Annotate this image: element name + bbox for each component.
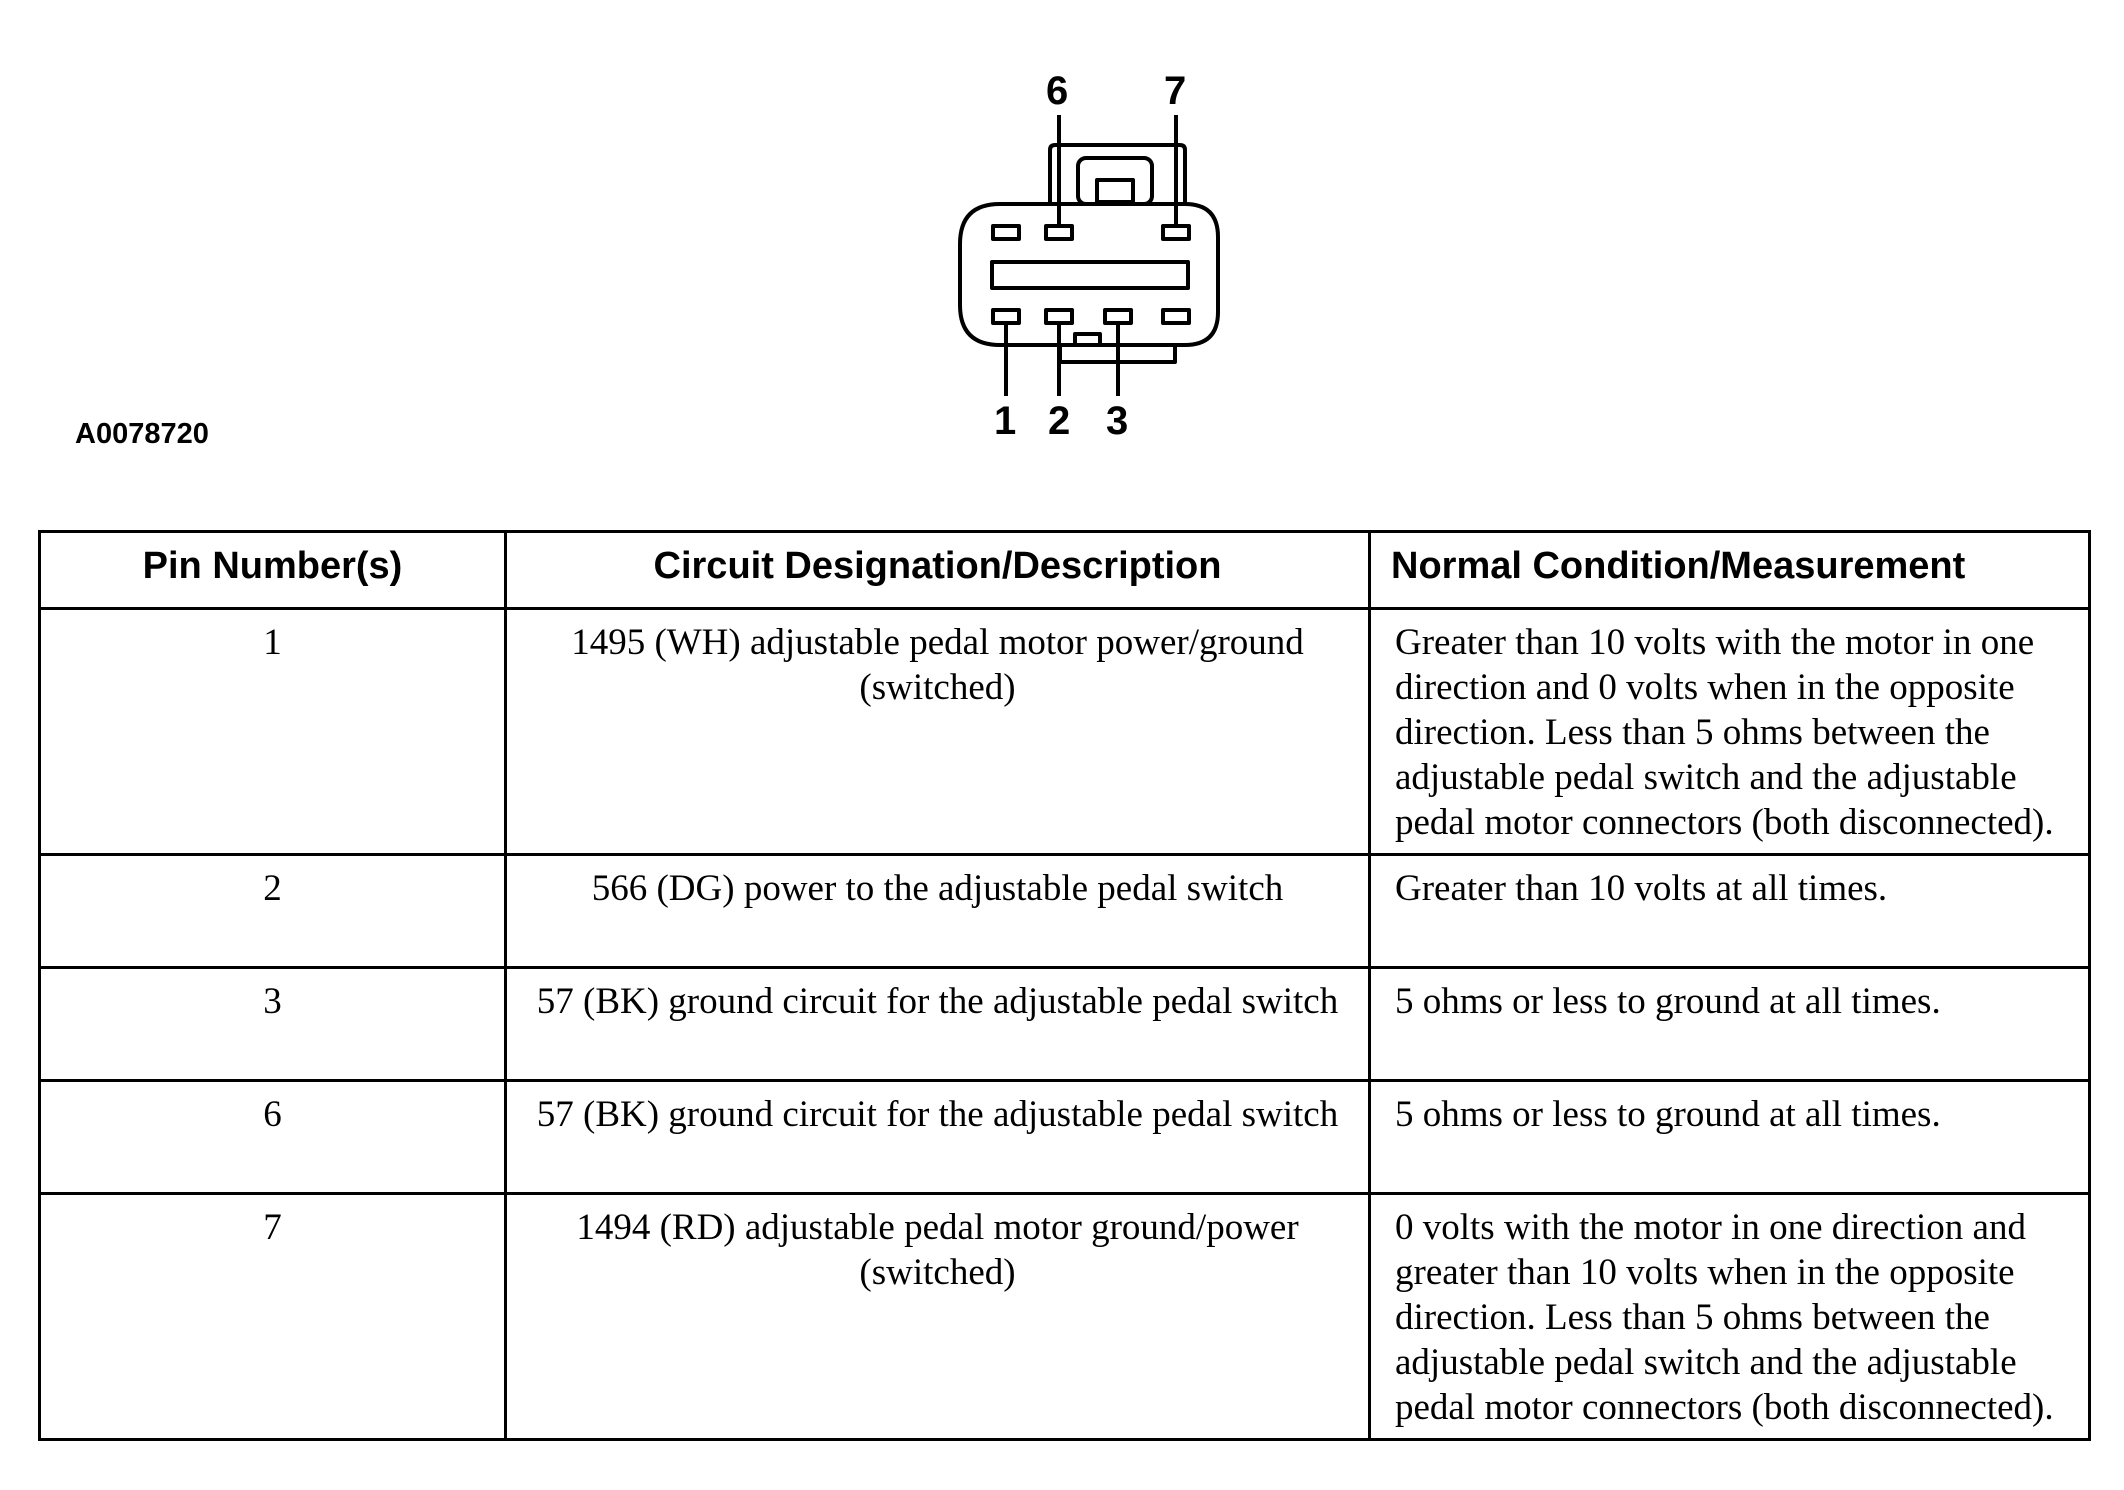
cell-pin: 6 [40,1081,506,1194]
cell-circuit: 57 (BK) ground circuit for the adjustable pedal switch [506,968,1370,1081]
table-row [40,855,2090,968]
cell-condition: 0 volts with the motor in one direction and greater than 10 volts when in the opposite direction. Less than 5 ohms between the adjustable pedal switch and the adjustable pedal motor connectors (both disconnected). [1370,1194,2090,1440]
terminal-bottom-d [1163,310,1189,323]
cell-pin: 3 [40,968,506,1081]
connector-latch-inner [1097,180,1133,202]
pin-label-1: 1 [994,399,1017,443]
header-pin-number: Pin Number(s) [40,532,506,609]
pin-label-7: 7 [1164,69,1187,113]
connector-center-slot [992,262,1188,288]
connector-lock-housing [1050,145,1185,204]
cell-pin: 2 [40,855,506,968]
cell-circuit: 1495 (WH) adjustable pedal motor power/ground (switched) [506,609,1370,855]
pin-table [38,530,2091,1441]
cell-condition: Greater than 10 volts at all times. [1370,855,2090,968]
cell-condition: Greater than 10 volts with the motor in one direction and 0 volts when in the opposite direction. Less than 5 ohms between the adjustable pedal switch and the adjustable pedal motor connectors (both disconnected). [1370,609,2090,855]
cell-circuit: 1494 (RD) adjustable pedal motor ground/power (switched) [506,1194,1370,1440]
terminal-7 [1163,226,1189,239]
table-header-row [40,532,2090,609]
cell-pin: 1 [40,609,506,855]
table-row [40,1081,2090,1194]
header-circuit: Circuit Designation/Description [506,532,1370,609]
terminal-1 [993,310,1019,323]
header-condition: Normal Condition/Measurement [1370,532,2090,609]
terminal-3 [1105,310,1131,323]
pin-label-2: 2 [1048,399,1071,443]
cell-condition: 5 ohms or less to ground at all times. [1370,968,2090,1081]
table-row [40,609,2090,855]
pin-label-3: 3 [1106,399,1129,443]
figure-id: A0078720 [75,418,209,450]
connector-diagram [0,0,2124,460]
cell-pin: 7 [40,1194,506,1440]
pin-label-6: 6 [1046,69,1069,113]
table-row [40,968,2090,1081]
terminal-6 [1046,226,1072,239]
cell-circuit: 566 (DG) power to the adjustable pedal switch [506,855,1370,968]
cell-circuit: 57 (BK) ground circuit for the adjustable pedal switch [506,1081,1370,1194]
terminal-top-a [993,226,1019,239]
table-row [40,1194,2090,1440]
terminal-2 [1046,310,1072,323]
cell-condition: 5 ohms or less to ground at all times. [1370,1081,2090,1194]
